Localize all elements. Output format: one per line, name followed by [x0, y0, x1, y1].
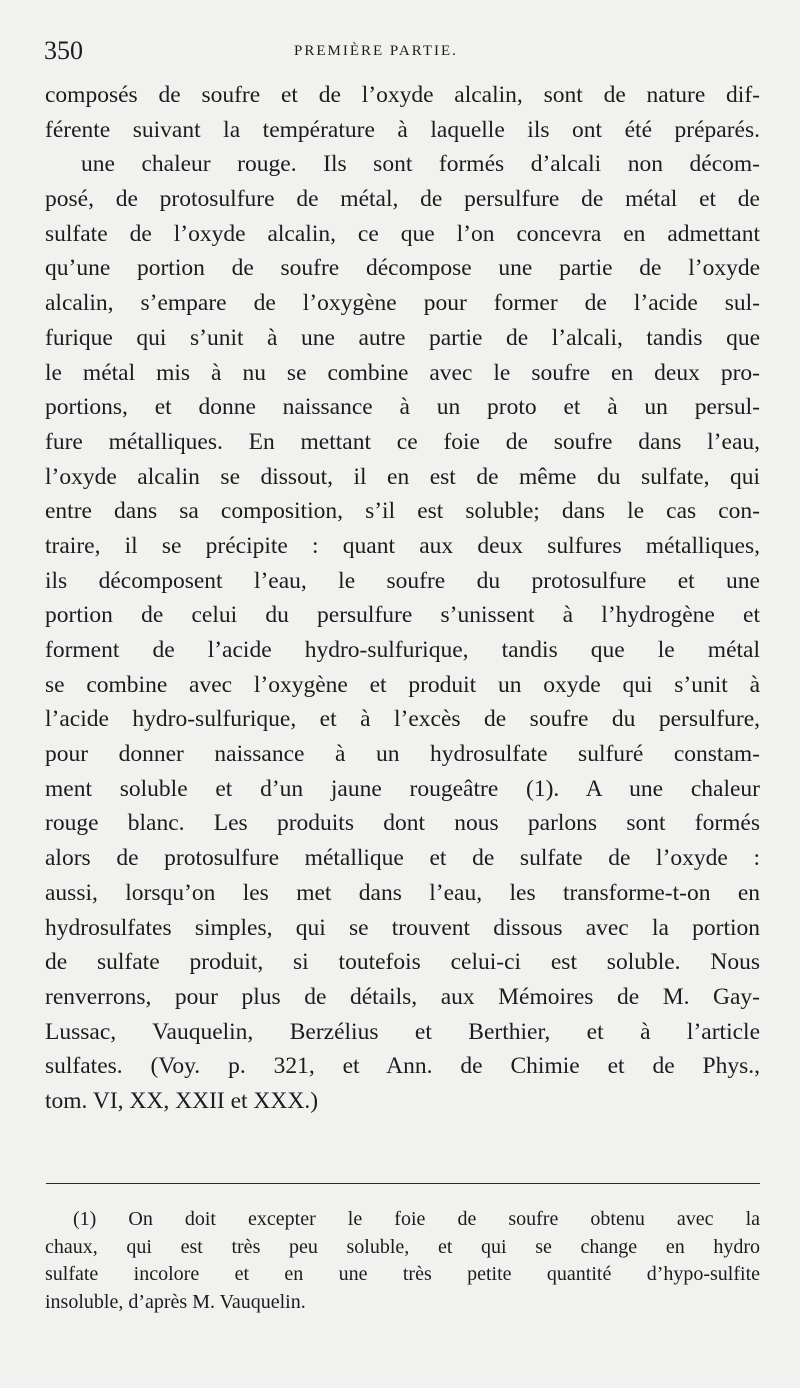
page-number: 350 — [44, 36, 83, 65]
footnote-rule — [46, 1183, 760, 1184]
text-line: ment soluble et d’un jaune rougeâtre (1). A une chaleur — [45, 775, 760, 802]
text-line: portions, et donne naissance à un proto et à un persul- — [45, 394, 760, 421]
text-line: traire, il se précipite : quant aux deux sulfures métalliques, — [45, 532, 760, 559]
body-text — [45, 78, 760, 1119]
text-line: alcalin, s’empare de l’oxygène pour former de l’acide sul- — [45, 290, 760, 317]
footnote-line: sulfate incolore et en une très petite quantité d’hypo-sulfite — [45, 1263, 760, 1285]
text-line: l’oxyde alcalin se dissout, il en est de même du sulfate, qui — [45, 463, 760, 490]
text-line: aussi, lorsqu’on les met dans l’eau, les transforme-t-on en — [45, 879, 760, 906]
running-head — [44, 36, 760, 70]
text-line: tom. VI, XX, XXII et XXX.) — [45, 1087, 319, 1114]
text-line: rouge blanc. Les produits dont nous parlons sont formés — [45, 810, 760, 837]
text-line: sulfates. (Voy. p. 321, et Ann. de Chimie et de Phys., — [45, 1053, 760, 1080]
text-line: Lussac, Vauquelin, Berzélius et Berthier, et à l’article — [45, 1018, 760, 1045]
running-title: PREMIÈRE PARTIE. — [294, 43, 458, 59]
text-line: sulfate de l’oxyde alcalin, ce que l’on concevra en admettant — [45, 220, 760, 247]
text-line: se combine avec l’oxygène et produit un oxyde qui s’unit à — [45, 671, 760, 698]
text-line: furique qui s’unit à une autre partie de l’alcali, tandis que — [45, 324, 760, 351]
footnote-line: (1) On doit excepter le foie de soufre obtenu avec la — [73, 1208, 760, 1230]
text-line: posé, de protosulfure de métal, de persulfure de métal et de — [45, 186, 760, 213]
text-line: fure métalliques. En mettant ce foie de soufre dans l’eau, — [45, 428, 760, 455]
text-line: forment de l’acide hydro-sulfurique, tandis que le métal — [45, 637, 760, 663]
text-line: qu’une portion de soufre décompose une partie de l’oxyde — [45, 255, 760, 282]
text-line: renverrons, pour plus de détails, aux Mémoires de M. Gay- — [45, 983, 760, 1010]
text-line: férente suivant la température à laquelle ils ont été préparés. — [45, 116, 760, 143]
text-line: ils décomposent l’eau, le soufre du protosulfure et une — [45, 567, 760, 594]
text-line: alors de protosulfure métallique et de sulfate de l’oxyde : — [45, 845, 760, 872]
footnote-line: chaux, qui est très peu soluble, et qui se change en hydro — [45, 1235, 760, 1258]
text-line: portion de celui du persulfure s’unissent à l’hydrogène et — [45, 602, 760, 629]
text-line: le métal mis à nu se combine avec le soufre en deux pro- — [45, 359, 760, 386]
text-line: de sulfate produit, si toutefois celui-ci est soluble. Nous — [45, 949, 760, 976]
text-line: composés de soufre et de l’oxyde alcalin, sont de nature dif- — [45, 82, 760, 108]
text-line: l’acide hydro-sulfurique, et à l’excès de soufre du persulfure, — [45, 706, 760, 733]
footnote — [45, 1206, 760, 1316]
footnote-line: insoluble, d’après M. Vauquelin. — [45, 1290, 306, 1313]
text-line: pour donner naissance à un hydrosulfate sulfuré constam- — [45, 741, 760, 768]
text-line: hydrosulfates simples, qui se trouvent dissous avec la portion — [45, 914, 760, 941]
text-line: entre dans sa composition, s’il est soluble; dans le cas con- — [45, 498, 760, 525]
text-line: une chaleur rouge. Ils sont formés d’alcali non décom- — [81, 151, 760, 178]
